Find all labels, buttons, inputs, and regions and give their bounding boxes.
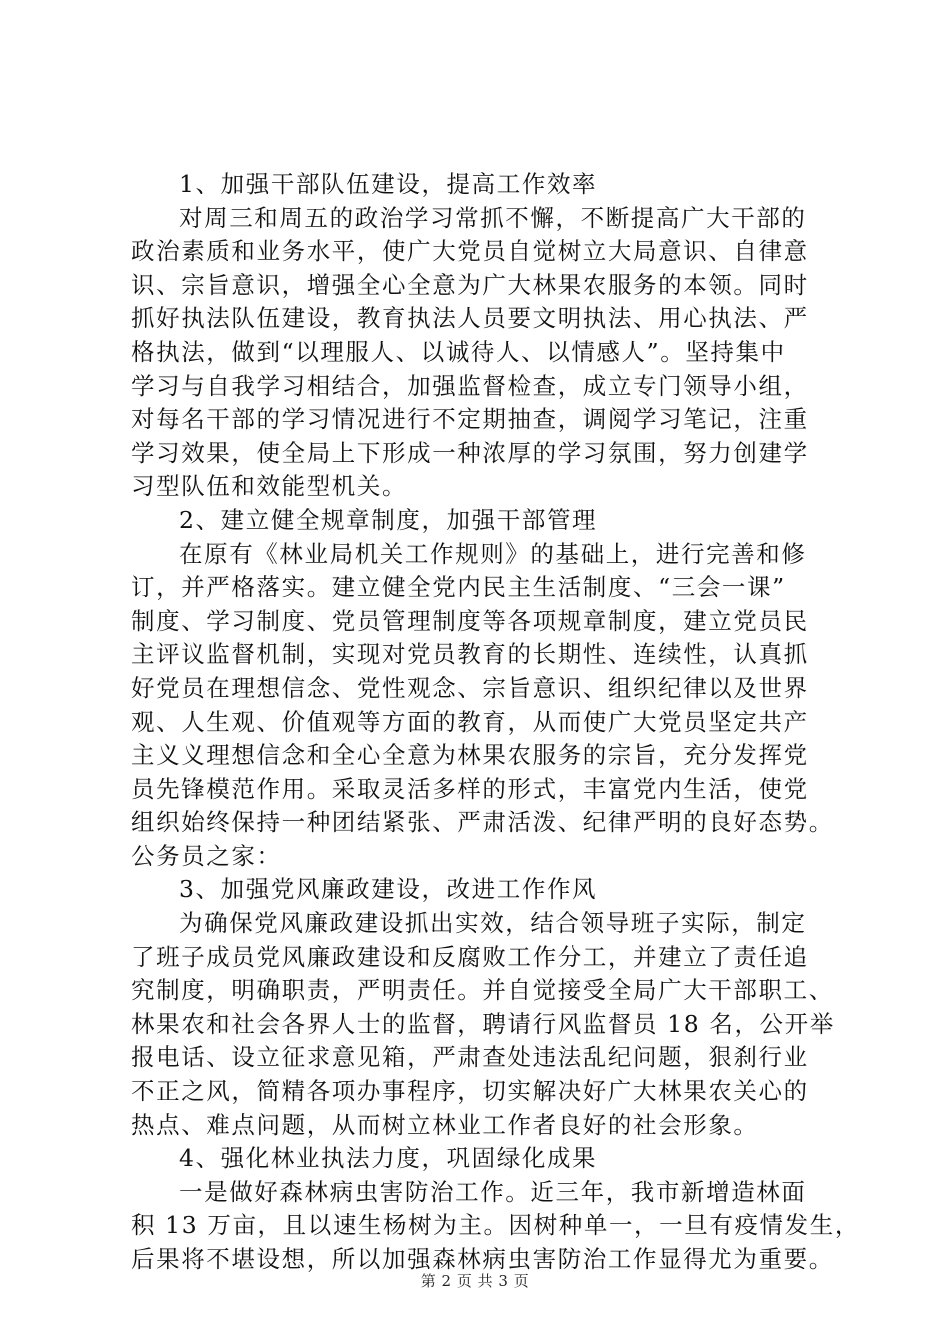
paragraph-line: 好党员在理想信念、党性观念、宗旨意识、组织纪律以及世界: [131, 673, 809, 702]
paragraph-line: 主义义理想信念和全心全意为林果农服务的宗旨，充分发挥党: [131, 741, 809, 770]
paragraph-line: 后果将不堪设想，所以加强森林病虫害防治工作显得尤为重要。: [131, 1245, 834, 1273]
document-body: [131, 168, 860, 1277]
paragraph-line: 对每名干部的学习情况进行不定期抽查，调阅学习笔记，注重: [131, 405, 809, 434]
paragraph-line: 主评议监督机制，实现对党员教育的长期性、连续性，认真抓: [131, 640, 809, 669]
paragraph-line: 报电话、设立征求意见箱，严肃查处违法乱纪问题，狠刹行业: [131, 1043, 809, 1072]
paragraph-line: 识、宗旨意识，增强全心全意为广大林果农服务的本领。同时: [131, 270, 809, 299]
paragraph-line: 究制度，明确职责，严明责任。并自觉接受全局广大干部职工、: [131, 976, 834, 1005]
paragraph-line: 员先锋模范作用。采取灵活多样的形式，丰富党内生活，使党: [131, 774, 809, 803]
paragraph-line: 了班子成员党风廉政建设和反腐败工作分工，并建立了责任追: [131, 942, 809, 971]
paragraph-line: 学习效果，使全局上下形成一种浓厚的学习氛围，努力创建学: [131, 438, 809, 467]
paragraph-line: 热点、难点问题，从而树立林业工作者良好的社会形象。: [131, 1110, 759, 1139]
paragraph-line: 习型队伍和效能型机关。: [131, 472, 408, 501]
paragraph-line: 公务员之家：: [131, 841, 282, 870]
paragraph-line: 不正之风，简精各项办事程序，切实解决好广大林果农关心的: [131, 1077, 809, 1106]
paragraph-line: 积 13 万亩，且以速生杨树为主。因树种单一，一旦有疫情发生，: [131, 1211, 860, 1240]
section-heading-4: 4、强化林业执法力度，巩固绿化成果: [179, 1144, 598, 1173]
section-heading-3: 3、加强党风廉政建设，改进工作作风: [179, 875, 598, 904]
section-heading-2: 2、建立健全规章制度，加强干部管理: [179, 505, 598, 534]
paragraph-line: 格执法，做到“以理服人、以诚待人、以情感人”。坚持集中: [131, 337, 786, 366]
paragraph-line: 林果农和社会各界人士的监督，聘请行风监督员 18 名，公开举: [131, 1009, 835, 1038]
paragraph-line: 学习与自我学习相结合，加强监督检查，成立专门领导小组，: [131, 371, 809, 400]
paragraph-line: 观、人生观、价值观等方面的教育，从而使广大党员坚定共产: [131, 707, 809, 736]
paragraph-line: 对周三和周五的政治学习常抓不懈，不断提高广大干部的: [179, 203, 807, 232]
paragraph-line: 制度、学习制度、党员管理制度等各项规章制度，建立党员民: [131, 606, 809, 635]
paragraph-line: 在原有《林业局机关工作规则》的基础上，进行完善和修: [179, 539, 807, 568]
section-heading-1: 1、加强干部队伍建设，提高工作效率: [179, 170, 598, 198]
paragraph-line: 订，并严格落实。建立健全党内民主生活制度、“三会一课”: [131, 573, 786, 602]
paragraph-line: 为确保党风廉政建设抓出实效，结合领导班子实际，制定: [179, 909, 807, 938]
paragraph-line: 政治素质和业务水平，使广大党员自觉树立大局意识、自律意: [131, 237, 809, 266]
page-number-footer: 第 2 页 共 3 页: [420, 1272, 530, 1290]
paragraph-line: 一是做好森林病虫害防治工作。近三年，我市新增造林面: [179, 1177, 807, 1206]
paragraph-line: 抓好执法队伍建设，教育执法人员要文明执法、用心执法、严: [131, 304, 809, 333]
paragraph-line: 组织始终保持一种团结紧张、严肃活泼、纪律严明的良好态势。: [131, 808, 834, 837]
